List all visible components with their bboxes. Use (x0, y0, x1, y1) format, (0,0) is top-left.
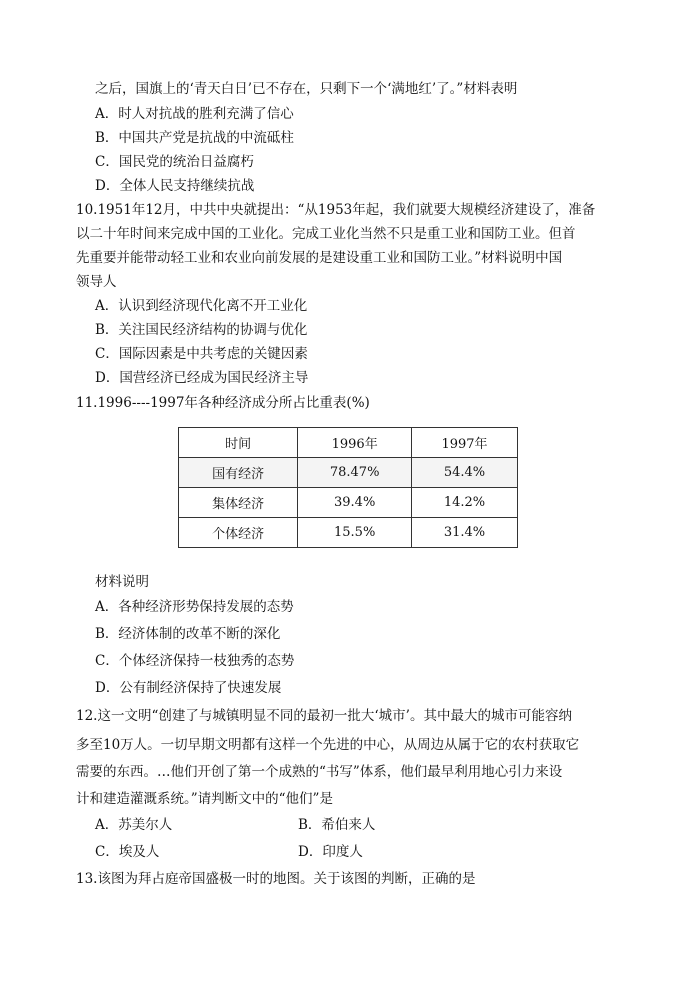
q9-option-c: C．国民党的统治日益腐朽 (95, 154, 254, 170)
table-cell: 14.2% (412, 488, 518, 518)
table-cell: 集体经济 (179, 488, 298, 518)
q12-line-2: 多至10万人。一切早期文明都有这样一个先进的中心，从周边从属于它的农村获取它 (76, 737, 580, 753)
table-header-cell: 1997年 (412, 428, 518, 458)
table-row (179, 518, 518, 548)
table-header-cell: 时间 (179, 428, 298, 458)
q10-option-a: A．认识到经济现代化离不开工业化 (95, 298, 308, 314)
table-row (179, 488, 518, 518)
table-cell: 31.4% (412, 518, 518, 548)
q10-option-c: C．国际因素是中共考虑的关键因素 (95, 346, 308, 362)
table-cell: 国有经济 (179, 458, 298, 488)
q9-option-a: A．时人对抗战的胜利充满了信心 (95, 106, 294, 122)
table-header-row (179, 428, 518, 458)
table-header-cell: 1996年 (298, 428, 412, 458)
q12-line-1: 12.这一文明“创建了与城镇明显不同的最初一批大‘城市’。其中最大的城市可能容纳 (76, 708, 572, 724)
q11-option-a: A．各种经济形势保持发展的态势 (95, 599, 294, 615)
q11-title: 11.1996----1997年各种经济成分所占比重表(%) (76, 395, 370, 411)
q12-line-3: 需要的东西。…他们开创了第一个成熟的“书写”体系，他们最早利用地心引力来设 (76, 764, 563, 780)
table-row (179, 458, 518, 488)
table-cell: 个体经济 (179, 518, 298, 548)
q12-option-b: B．希伯来人 (298, 817, 376, 833)
table-cell: 15.5% (298, 518, 412, 548)
q13-line: 13.该图为拜占庭帝国盛极一时的地图。关于该图的判断，正确的是 (76, 871, 476, 887)
table-cell: 54.4% (412, 458, 518, 488)
q9-option-b: B．中国共产党是抗战的中流砥柱 (95, 130, 294, 146)
q10-line-3: 先重要并能带动轻工业和农业向前发展的是建设重工业和国防工业。”材料说明中国 (76, 250, 563, 266)
q10-line-2: 以二十年时间来完成中国的工业化。完成工业化当然不只是重工业和国防工业。但首 (76, 226, 576, 242)
q10-option-b: B．关注国民经济结构的协调与优化 (95, 322, 308, 338)
q11-option-d: D．公有制经济保持了快速发展 (95, 680, 282, 696)
q12-line-4: 计和建造灌溉系统。”请判断文中的“他们”是 (76, 791, 333, 807)
q10-line-4: 领导人 (76, 274, 117, 290)
q9-option-d: D．全体人民支持继续抗战 (95, 178, 255, 194)
q10-line-1: 10.1951年12月，中共中央就提出：“从1953年起，我们就要大规模经济建设了，准备 (76, 202, 596, 218)
table-cell: 39.4% (298, 488, 412, 518)
q11-option-b: B．经济体制的改革不断的深化 (95, 626, 281, 642)
q11-stem: 材料说明 (95, 574, 149, 590)
q11-option-c: C．个体经济保持一枝独秀的态势 (95, 653, 295, 669)
q12-option-c: C．埃及人 (95, 844, 160, 860)
q12-option-a: A．苏美尔人 (95, 817, 173, 833)
q10-option-d: D．国营经济已经成为国民经济主导 (95, 370, 309, 386)
q9-continuation: 之后，国旗上的‘青天白日’已不存在，只剩下一个‘满地红’了。”材料表明 (95, 81, 518, 97)
table-cell: 78.47% (298, 458, 412, 488)
q12-option-d: D．印度人 (298, 844, 363, 860)
economy-share-table (178, 427, 518, 548)
